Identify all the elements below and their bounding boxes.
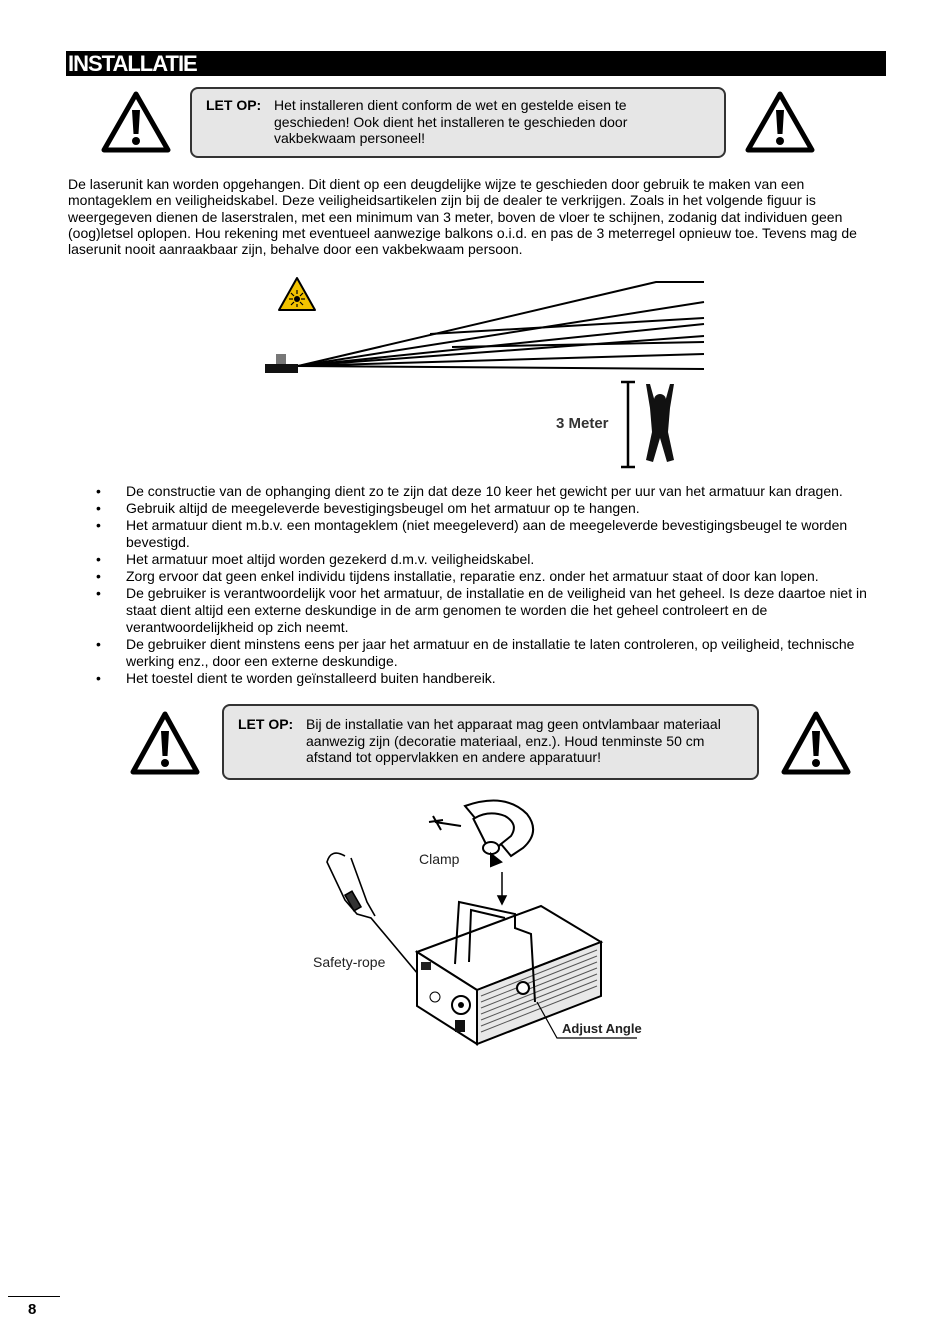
list-item: • Het armatuur dient m.b.v. een montageklem (niet meegeleverd) aan de meegeleverde bevestigingsbeugel te worden bevestigd. [96, 517, 848, 550]
list-item: • De gebruiker is verantwoordelijk voor het armatuur, de installatie en de veiligheid van het geheel. Is deze daartoe niet in staat dient altijd een externe deskundige in de arm genomen te worden die het geheel controleert en de verantwoordelijkheid op zich neemt. [96, 585, 867, 635]
warning-box-2 [222, 704, 759, 780]
adjust-angle-label: Adjust Angle [562, 1021, 642, 1036]
warning-text: Bij de installatie van het apparaat mag geen ontvlambaar materiaal aanwezig zijn (decoratie materiaal, enz.). Houd tenminste 50 cm afstand tot oppervlakken en andere apparatuur! [306, 716, 721, 765]
footer-rule [8, 1296, 60, 1297]
laser-height-figure [258, 272, 718, 477]
intro-paragraph: De laserunit kan worden opgehangen. Dit dient op een deugdelijke wijze te geschieden door gebruik te maken van een montageklem en veiligheidskabel. Deze veiligheidsartikelen zijn bij de dealer te verkrijgen. Zoals in het volgende figuur is weergegeven dienen de laserstralen, met een minimum van 3 meter, boven de vloer te schijnen, zodanig dat individuen geen (oog)letsel oplopen. Hou rekening met eventueel aanwezige balkons o.i.d. en pas de 3 meterregel opnieuw toe. Tevens mag de laserunit nooit aanraakbaar zijn, behalve door een vakbekwaam persoon. [68, 176, 857, 258]
laser-unit [265, 354, 298, 373]
bullet-icon: • [96, 551, 101, 567]
height-label: 3 Meter [556, 415, 609, 432]
laser-beams [298, 282, 704, 369]
bullet-icon: • [96, 568, 101, 584]
clamp-arrow [498, 872, 506, 904]
list-item: • Het armatuur moet altijd worden gezekerd d.m.v. veiligheidskabel. [96, 551, 535, 567]
bullet-icon: • [96, 636, 101, 652]
bullet-icon: • [96, 670, 101, 686]
person-silhouette [646, 384, 674, 462]
bullet-icon: • [96, 585, 101, 601]
installation-rules-list [96, 483, 886, 687]
warning-box-1 [190, 87, 726, 158]
warning-triangle-icon [100, 90, 172, 154]
bullet-icon: • [96, 517, 101, 533]
page-number: 8 [28, 1301, 37, 1318]
mounting-figure [305, 792, 645, 1047]
warning-label: LET OP: [206, 97, 262, 113]
warning-text: Het installeren dient conform de wet en gestelde eisen te geschieden! Ook dient het installeren te geschieden door vakbekwaam personeel! [274, 97, 628, 146]
clamp-label: Clamp [419, 851, 460, 867]
list-item: • Gebruik altijd de meegeleverde bevestigingsbeugel om het armatuur op te hangen. [96, 500, 640, 516]
height-dimension [621, 382, 635, 467]
laser-warning-icon [279, 278, 315, 310]
warning-triangle-icon [780, 710, 852, 776]
list-item: • Zorg ervoor dat geen enkel individu tijdens installatie, reparatie enz. onder het armatuur staat of door kan lopen. [96, 568, 819, 584]
warning-label: LET OP: [238, 716, 294, 732]
safety-rope-label: Safety-rope [313, 954, 386, 970]
warning-triangle-icon [129, 710, 201, 776]
bullet-icon: • [96, 500, 101, 516]
list-item: • De gebruiker dient minstens eens per jaar het armatuur en de installatie te laten controleren, op veiligheid, technische werking enz., door een externe deskundige. [96, 636, 855, 669]
list-item: • De constructie van de ophanging dient zo te zijn dat deze 10 keer het gewicht per uur van het armatuur kan dragen. [96, 483, 843, 499]
bullet-icon: • [96, 483, 101, 499]
warning-triangle-icon [744, 90, 816, 154]
section-title: INSTALLATIE [66, 51, 886, 76]
list-item: • Het toestel dient te worden geïnstalleerd buiten handbereik. [96, 670, 496, 686]
